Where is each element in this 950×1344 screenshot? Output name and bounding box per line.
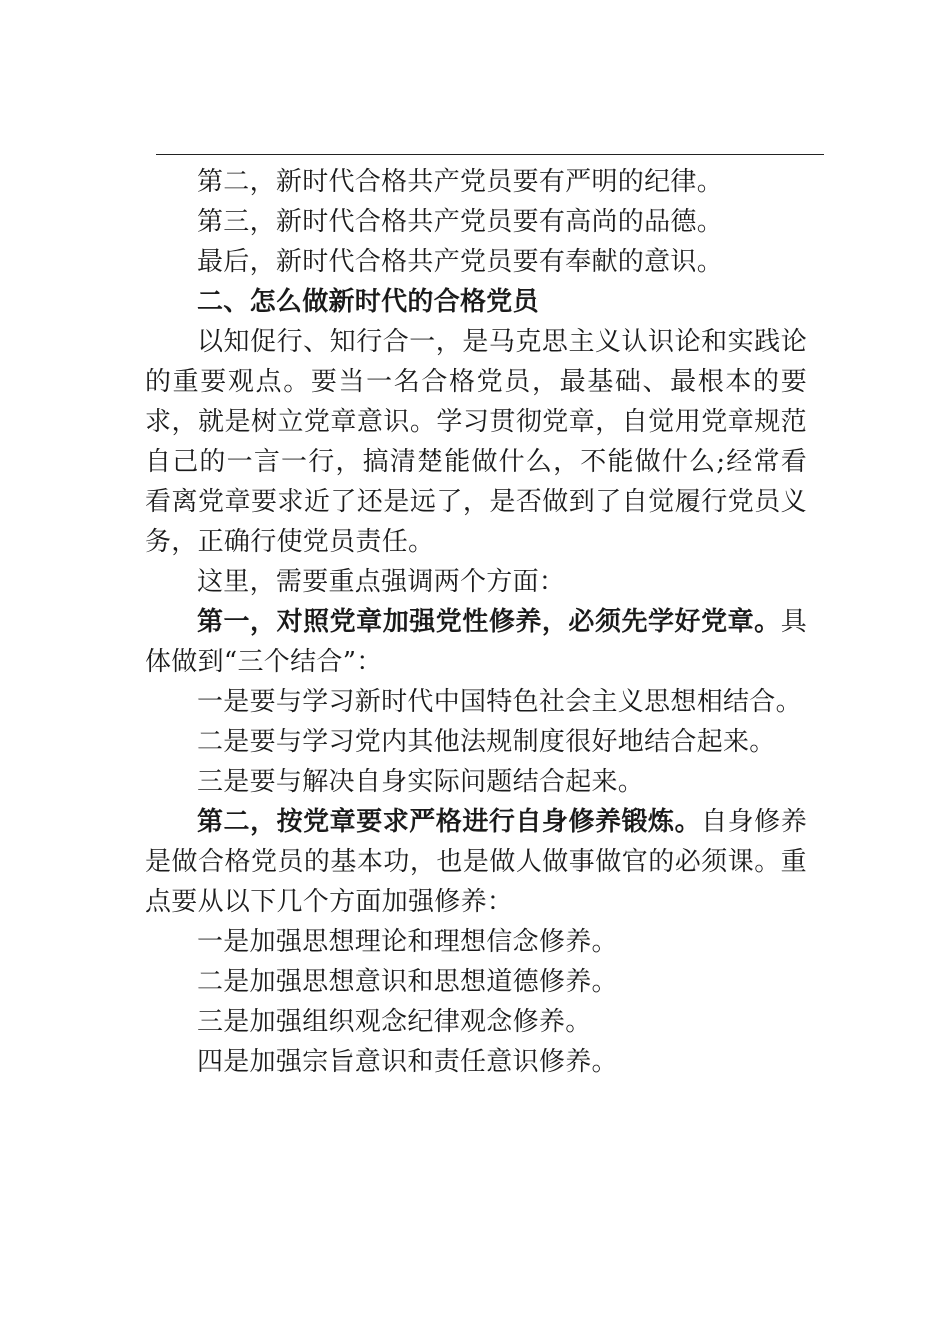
paragraph-dedication: 最后，新时代合格共产党员要有奉献的意识。 [197, 247, 724, 277]
point2-rest: 自身修养是做合格党员的基本功，也是做人做事做官的必须课。重点要从以下几个方面加强修养： [145, 807, 808, 917]
point1-rest: 具体做到“三个结合”： [145, 607, 807, 677]
point2-item: 二是加强思想意识和思想道德修养。 [197, 967, 618, 997]
point2-item: 一是加强思想理论和理想信念修养。 [197, 927, 618, 957]
intro-paragraph: 以知促行、知行合一，是马克思主义认识论和实践论的重要观点。要当一名合格党员，最基础、最根本的要求，就是树立党章意识。学习贯彻党章，自觉用党章规范自己的一言一行，搞清楚能做什么，不能做什么;经常看看离党章要求近了还是远了，是否做到了自觉履行党员义务，正确行使党员责任。 [145, 327, 807, 557]
paragraph-discipline: 第二，新时代合格共产党员要有严明的纪律。 [197, 167, 724, 197]
header-rule [156, 154, 824, 155]
point1-item: 一是要与学习新时代中国特色社会主义思想相结合。 [197, 687, 802, 717]
point1-paragraph [145, 602, 807, 682]
point2-paragraph [145, 802, 807, 922]
point2-item: 三是加强组织观念纪律观念修养。 [197, 1007, 592, 1037]
emphasis-intro: 这里，需要重点强调两个方面： [197, 567, 566, 597]
section-heading: 二、怎么做新时代的合格党员 [197, 287, 539, 317]
point2-lead: 第二，按党章要求严格进行自身修养锻炼。 [197, 807, 702, 837]
point1-lead: 第一，对照党章加强党性修养，必须先学好党章。 [197, 607, 781, 637]
paragraph-morality: 第三，新时代合格共产党员要有高尚的品德。 [197, 207, 724, 237]
point1-item: 三是要与解决自身实际问题结合起来。 [197, 767, 645, 797]
point1-item: 二是要与学习党内其他法规制度很好地结合起来。 [197, 727, 776, 757]
point2-item: 四是加强宗旨意识和责任意识修养。 [197, 1047, 618, 1077]
document-body [145, 162, 807, 1082]
